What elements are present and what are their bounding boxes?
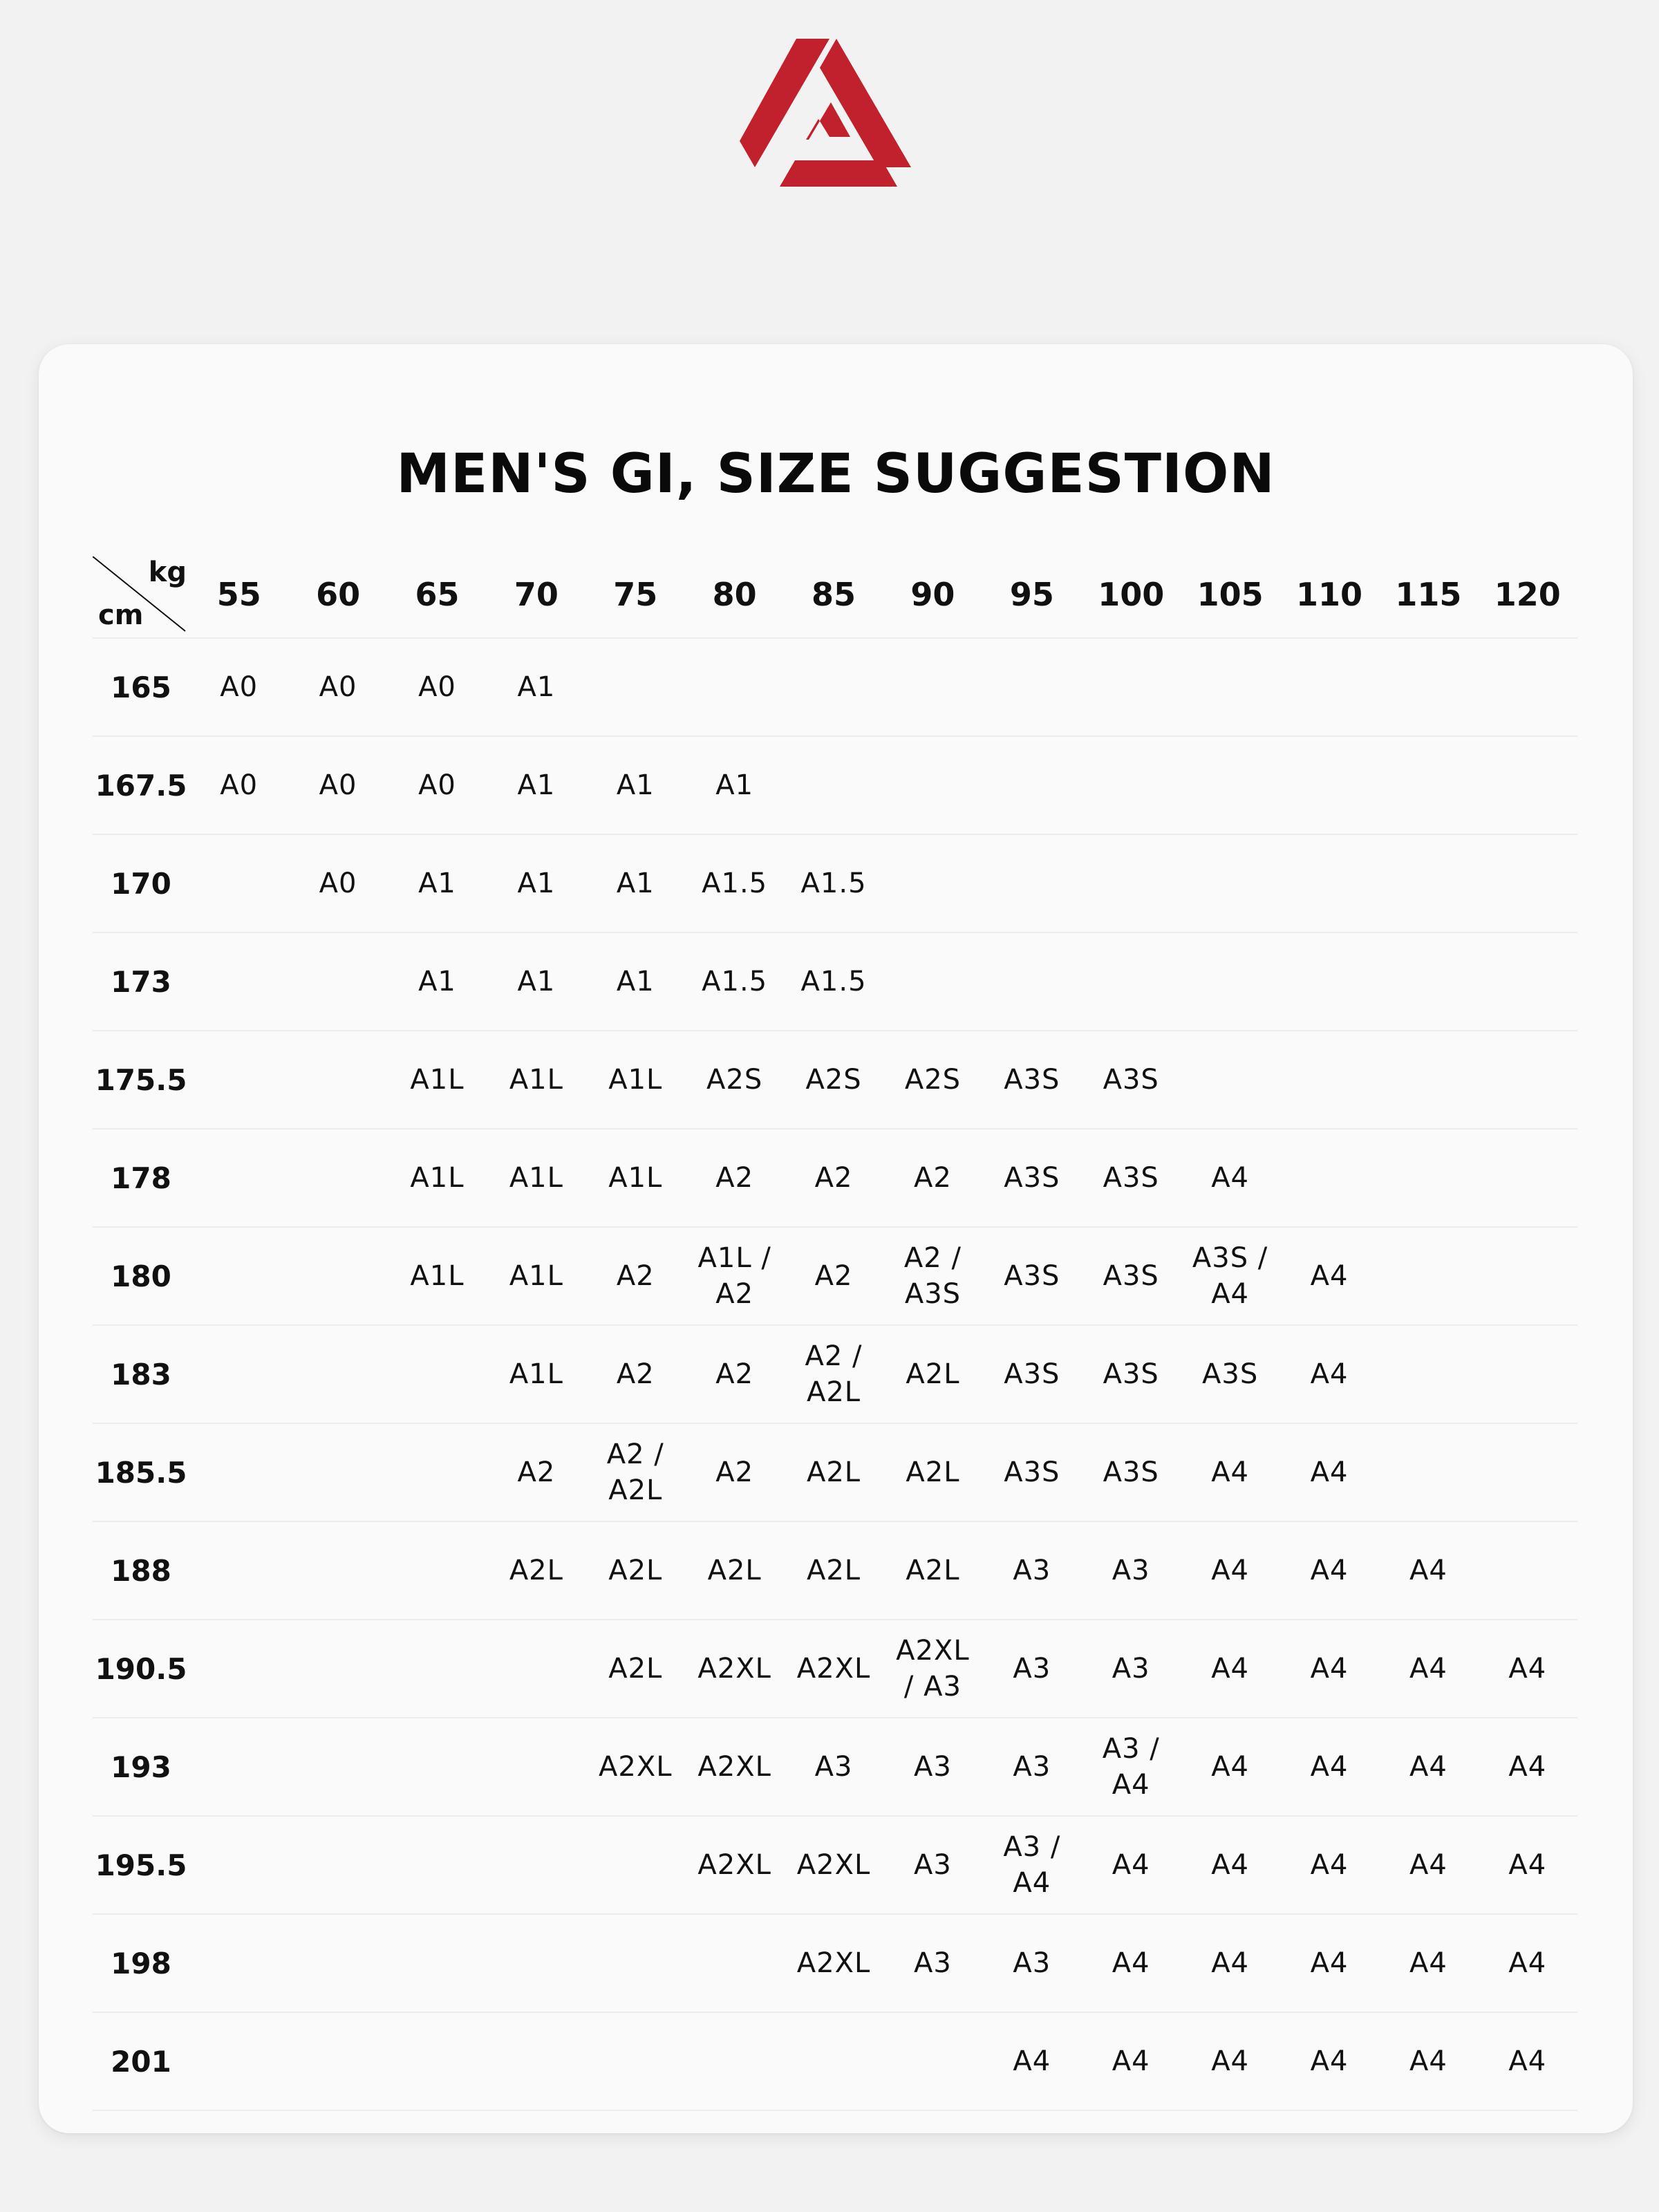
- size-cell: A4: [1409, 1849, 1447, 1881]
- size-cell: A2 / A3S: [903, 1242, 962, 1310]
- size-cell: A2: [616, 1358, 655, 1390]
- size-cell: A2L: [707, 1555, 762, 1586]
- size-cell: A3S: [1103, 1260, 1159, 1292]
- height-label: 170: [111, 866, 171, 901]
- size-cell: A4: [1409, 1947, 1447, 1979]
- table-row: [93, 639, 1577, 737]
- table-row: [93, 737, 1577, 835]
- weight-unit-label: kg: [148, 556, 187, 588]
- size-cell: A4: [1211, 1849, 1249, 1881]
- table-row: [93, 1915, 1577, 2013]
- size-cell: A4: [1211, 2045, 1249, 2077]
- table-row: [93, 1817, 1577, 1915]
- size-cell: A1L: [509, 1162, 563, 1194]
- size-cell: A3S / A4: [1192, 1242, 1268, 1310]
- valknut-triangle-logo-icon: [740, 36, 912, 189]
- size-cell: A2L: [906, 1456, 960, 1488]
- size-cell: A2L: [608, 1555, 663, 1586]
- table-row: [93, 2013, 1577, 2111]
- size-cell: A3: [1013, 1751, 1051, 1783]
- size-cell: A4: [1409, 1751, 1447, 1783]
- size-cell: A2 / A2L: [606, 1438, 664, 1506]
- table-row: [93, 1424, 1577, 1522]
- size-cell: A4: [1508, 1751, 1547, 1783]
- height-label: 188: [111, 1553, 171, 1588]
- table-row: [93, 1031, 1577, 1130]
- size-cell: A4: [1310, 1456, 1349, 1488]
- size-cell: A3S: [1103, 1162, 1159, 1194]
- size-cell: A1: [616, 966, 655, 997]
- table-row: [93, 1130, 1577, 1228]
- size-cell: A2XL: [796, 1653, 871, 1685]
- weight-header-70: 70: [514, 576, 559, 613]
- size-cell: A0: [220, 671, 259, 703]
- table-row: [93, 1326, 1577, 1424]
- size-cell: A4: [1508, 1849, 1547, 1881]
- size-cell: A3S: [1004, 1162, 1060, 1194]
- height-label: 165: [111, 670, 171, 704]
- size-cell: A3S: [1004, 1064, 1060, 1096]
- height-label: 198: [111, 1946, 171, 1980]
- size-cell: A0: [418, 769, 456, 801]
- size-cell: A1: [517, 868, 556, 899]
- size-cell: A2 / A2L: [805, 1340, 863, 1408]
- size-cell: A1.5: [702, 868, 768, 899]
- height-label: 201: [111, 2044, 171, 2079]
- size-cell: A3S: [1004, 1358, 1060, 1390]
- size-cell: A3: [914, 1947, 952, 1979]
- height-label: 167.5: [95, 768, 187, 803]
- size-cell: A1L: [410, 1064, 465, 1096]
- height-label: 178: [111, 1161, 171, 1195]
- height-label: 175.5: [95, 1062, 187, 1097]
- size-cell: A1: [616, 868, 655, 899]
- size-cell: A2S: [805, 1064, 862, 1096]
- table-row: [93, 835, 1577, 933]
- height-label: 180: [111, 1259, 171, 1293]
- size-cell: A3 / A4: [1102, 1733, 1160, 1801]
- weight-header-90: 90: [910, 576, 955, 613]
- size-cell: A3S: [1004, 1456, 1060, 1488]
- size-cell: A4: [1013, 2045, 1051, 2077]
- size-cell: A3: [1013, 1653, 1051, 1685]
- size-cell: A4: [1310, 1260, 1349, 1292]
- height-label: 183: [111, 1357, 171, 1391]
- size-cell: A1L: [410, 1162, 465, 1194]
- size-cell: A2L: [906, 1358, 960, 1390]
- weight-header-55: 55: [216, 576, 261, 613]
- size-cell: A4: [1310, 1947, 1349, 1979]
- size-cell: A4: [1211, 1653, 1249, 1685]
- weight-header-80: 80: [712, 576, 757, 613]
- weight-header-65: 65: [415, 576, 460, 613]
- size-cell: A4: [1310, 1751, 1349, 1783]
- size-cell: A3: [1112, 1653, 1150, 1685]
- size-cell: A1: [418, 868, 456, 899]
- size-cell: A1: [715, 769, 754, 801]
- size-cell: A2XL: [599, 1751, 673, 1783]
- size-cell: A3: [1013, 1555, 1051, 1586]
- size-cell: A2: [616, 1260, 655, 1292]
- size-cell: A3 / A4: [1003, 1831, 1061, 1899]
- size-cell: A1L: [509, 1064, 563, 1096]
- size-cell: A1: [517, 671, 556, 703]
- size-cell: A4: [1310, 1653, 1349, 1685]
- weight-header-75: 75: [613, 576, 658, 613]
- size-cell: A3S: [1103, 1358, 1159, 1390]
- size-cell: A4: [1211, 1456, 1249, 1488]
- size-cell: A2: [914, 1162, 952, 1194]
- size-cell: A1L: [509, 1260, 563, 1292]
- height-label: 173: [111, 964, 171, 999]
- size-cell: A4: [1112, 1947, 1150, 1979]
- table-row: [93, 1718, 1577, 1817]
- size-table: [93, 552, 1577, 2111]
- size-cell: A1L / A2: [697, 1242, 771, 1310]
- size-cell: A1: [418, 966, 456, 997]
- size-cell: A4: [1508, 1653, 1547, 1685]
- size-cell: A2L: [509, 1555, 563, 1586]
- size-cell: A1: [517, 769, 556, 801]
- height-label: 190.5: [95, 1651, 187, 1686]
- size-cell: A4: [1211, 1947, 1249, 1979]
- size-cell: A4: [1310, 2045, 1349, 2077]
- weight-header-85: 85: [812, 576, 856, 613]
- table-corner: [93, 556, 189, 632]
- size-cell: A1: [517, 966, 556, 997]
- size-cell: A4: [1409, 2045, 1447, 2077]
- weight-header-120: 120: [1494, 576, 1561, 613]
- size-cell: A1L: [410, 1260, 465, 1292]
- size-cell: A4: [1112, 1849, 1150, 1881]
- size-cell: A2S: [904, 1064, 962, 1096]
- size-cell: A2XL: [697, 1653, 771, 1685]
- size-cell: A2XL: [697, 1751, 771, 1783]
- size-cell: A3: [914, 1751, 952, 1783]
- size-cell: A4: [1211, 1555, 1249, 1586]
- size-cell: A2: [715, 1358, 754, 1390]
- table-row: [93, 1228, 1577, 1326]
- size-cell: A2: [715, 1456, 754, 1488]
- size-cell: A2L: [906, 1555, 960, 1586]
- size-cell: A0: [319, 671, 357, 703]
- size-cell: A3: [1112, 1555, 1150, 1586]
- size-cell: A2: [715, 1162, 754, 1194]
- size-cell: A1L: [608, 1162, 663, 1194]
- size-cell: A0: [319, 868, 357, 899]
- height-label: 195.5: [95, 1848, 187, 1882]
- weight-header-95: 95: [1009, 576, 1054, 613]
- size-cell: A1L: [509, 1358, 563, 1390]
- size-cell: A0: [418, 671, 456, 703]
- size-cell: A0: [220, 769, 259, 801]
- size-cell: A4: [1409, 1555, 1447, 1586]
- size-cell: A2S: [706, 1064, 763, 1096]
- size-cell: A2L: [806, 1555, 861, 1586]
- size-cell: A2L: [806, 1456, 861, 1488]
- size-cell: A3: [814, 1751, 853, 1783]
- size-cell: A1: [616, 769, 655, 801]
- height-label: 193: [111, 1750, 171, 1784]
- size-cell: A2XL: [697, 1849, 771, 1881]
- size-cell: A3S: [1202, 1358, 1259, 1390]
- size-cell: A1.5: [800, 966, 867, 997]
- weight-header-60: 60: [316, 576, 361, 613]
- size-cell: A3S: [1004, 1260, 1060, 1292]
- table-row: [93, 1522, 1577, 1620]
- size-cell: A2XL: [796, 1849, 871, 1881]
- size-cell: A4: [1112, 2045, 1150, 2077]
- size-cell: A2XL / A3: [896, 1635, 970, 1703]
- size-cell: A1L: [608, 1064, 663, 1096]
- page-title: MEN'S GI, SIZE SUGGESTION: [396, 443, 1275, 505]
- size-cell: A2: [814, 1162, 853, 1194]
- size-cell: A4: [1508, 1947, 1547, 1979]
- size-cell: A4: [1310, 1358, 1349, 1390]
- size-chart-card: [39, 344, 1633, 2133]
- size-cell: A1.5: [702, 966, 768, 997]
- size-cell: A4: [1211, 1751, 1249, 1783]
- size-cell: A4: [1409, 1653, 1447, 1685]
- size-cell: A2: [814, 1260, 853, 1292]
- weight-header-row: [93, 552, 1577, 639]
- weight-header-100: 100: [1098, 576, 1165, 613]
- size-cell: A4: [1310, 1555, 1349, 1586]
- size-cell: A4: [1508, 2045, 1547, 2077]
- weight-header-115: 115: [1395, 576, 1462, 613]
- size-cell: A2L: [608, 1653, 663, 1685]
- size-cell: A3S: [1103, 1064, 1159, 1096]
- size-cell: A2XL: [796, 1947, 871, 1979]
- size-cell: A1.5: [800, 868, 867, 899]
- weight-header-105: 105: [1197, 576, 1264, 613]
- size-cell: A3: [1013, 1947, 1051, 1979]
- table-row: [93, 1620, 1577, 1718]
- table-row: [93, 933, 1577, 1031]
- height-label: 185.5: [95, 1455, 187, 1490]
- size-cell: A4: [1211, 1162, 1249, 1194]
- size-cell: A0: [319, 769, 357, 801]
- size-cell: A3S: [1103, 1456, 1159, 1488]
- size-cell: A3: [914, 1849, 952, 1881]
- height-unit-label: cm: [98, 599, 144, 631]
- size-cell: A4: [1310, 1849, 1349, 1881]
- size-cell: A2: [517, 1456, 556, 1488]
- weight-header-110: 110: [1295, 576, 1362, 613]
